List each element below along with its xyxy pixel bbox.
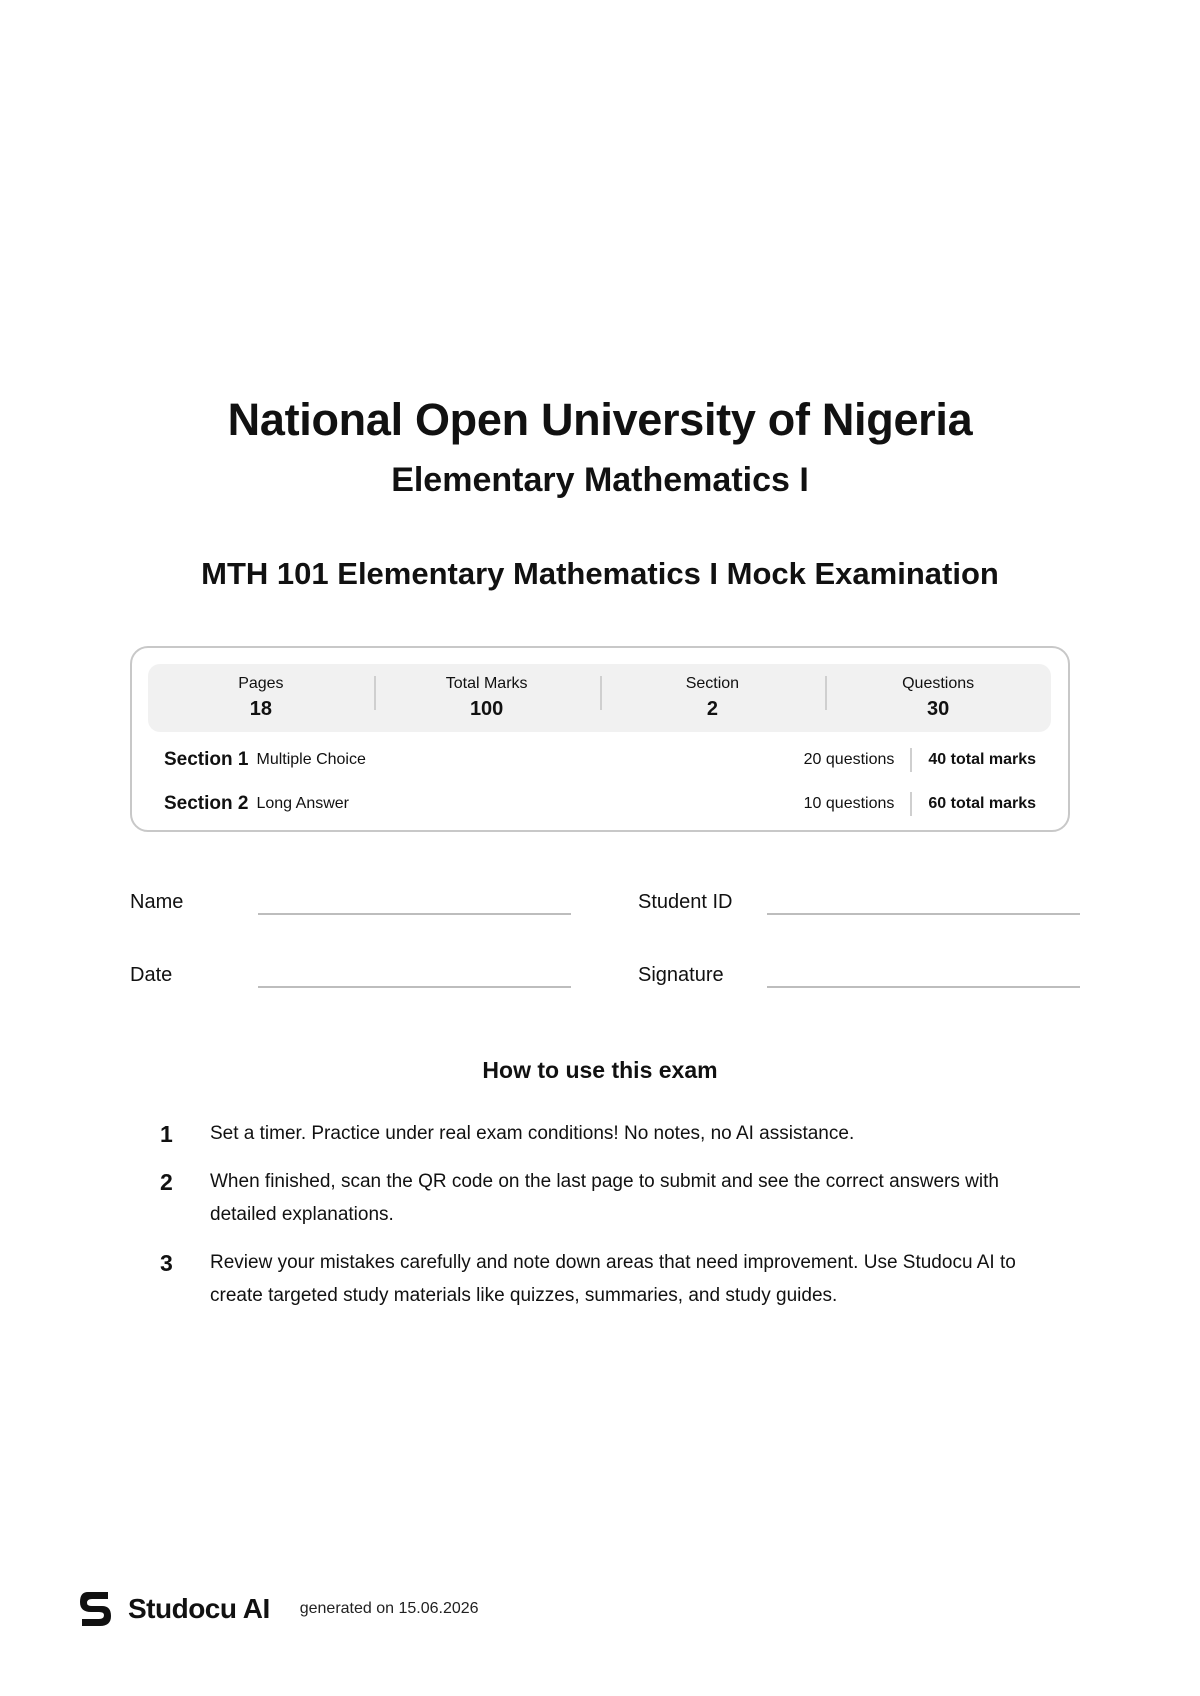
stat-value: 30 [927, 698, 950, 720]
studocu-logo-icon [78, 1590, 114, 1628]
name-field[interactable] [258, 913, 571, 915]
footer [78, 1588, 479, 1630]
stat-section [600, 674, 826, 722]
signature-label: Signature [638, 964, 724, 986]
stat-label: Pages [238, 675, 284, 692]
section-question-count: 10 questions [803, 795, 895, 812]
exam-summary-card [130, 646, 1070, 832]
stat-label: Total Marks [445, 675, 528, 692]
date-field[interactable] [258, 986, 571, 988]
step-text: When finished, scan the QR code on the last page to submit and see the correct answers with detailed explanations. [210, 1171, 999, 1225]
step-text: Review your mistakes carefully and note down areas that need improvement. Use Studocu AI to create targeted study materials like quizzes, summaries, and study guides. [210, 1252, 1016, 1306]
exam-stats-bar [148, 664, 1051, 732]
section-divider [910, 792, 912, 816]
student-id-field[interactable] [767, 913, 1080, 915]
stat-label: Section [685, 675, 740, 692]
instructions-title: How to use this exam [482, 1057, 718, 1083]
student-id-label: Student ID [638, 891, 733, 913]
section-row-2 [164, 789, 1036, 819]
stat-total-marks [374, 674, 600, 722]
section-name: Section 2 [164, 793, 249, 814]
stat-value: 18 [249, 698, 272, 720]
stat-value: 100 [469, 698, 504, 720]
date-label: Date [130, 964, 173, 986]
institution-title: National Open University of Nigeria [227, 394, 973, 445]
step-number: 3 [160, 1250, 173, 1276]
step-text: Set a timer. Practice under real exam conditions! No notes, no AI assistance. [210, 1123, 855, 1144]
section-question-count: 20 questions [803, 751, 895, 768]
section-marks: 40 total marks [928, 751, 1036, 768]
step-number: 2 [160, 1169, 173, 1195]
generated-date: generated on 15.06.2026 [299, 1600, 479, 1617]
stat-questions [825, 674, 1051, 722]
stat-label: Questions [902, 675, 975, 692]
section-type: Long Answer [256, 795, 349, 812]
step-number: 1 [160, 1121, 173, 1147]
name-label: Name [130, 891, 184, 913]
course-title: Elementary Mathematics I [391, 461, 809, 499]
exam-title: MTH 101 Elementary Mathematics I Mock Examination [201, 556, 999, 591]
section-divider [910, 748, 912, 772]
section-row-1 [164, 745, 1036, 775]
section-marks: 60 total marks [928, 795, 1036, 812]
brand-name: Studocu AI [128, 1593, 270, 1624]
section-name: Section 1 [164, 749, 249, 770]
signature-field[interactable] [767, 986, 1080, 988]
stat-pages [148, 674, 374, 722]
section-type: Multiple Choice [256, 751, 366, 768]
stat-value: 2 [706, 698, 718, 720]
